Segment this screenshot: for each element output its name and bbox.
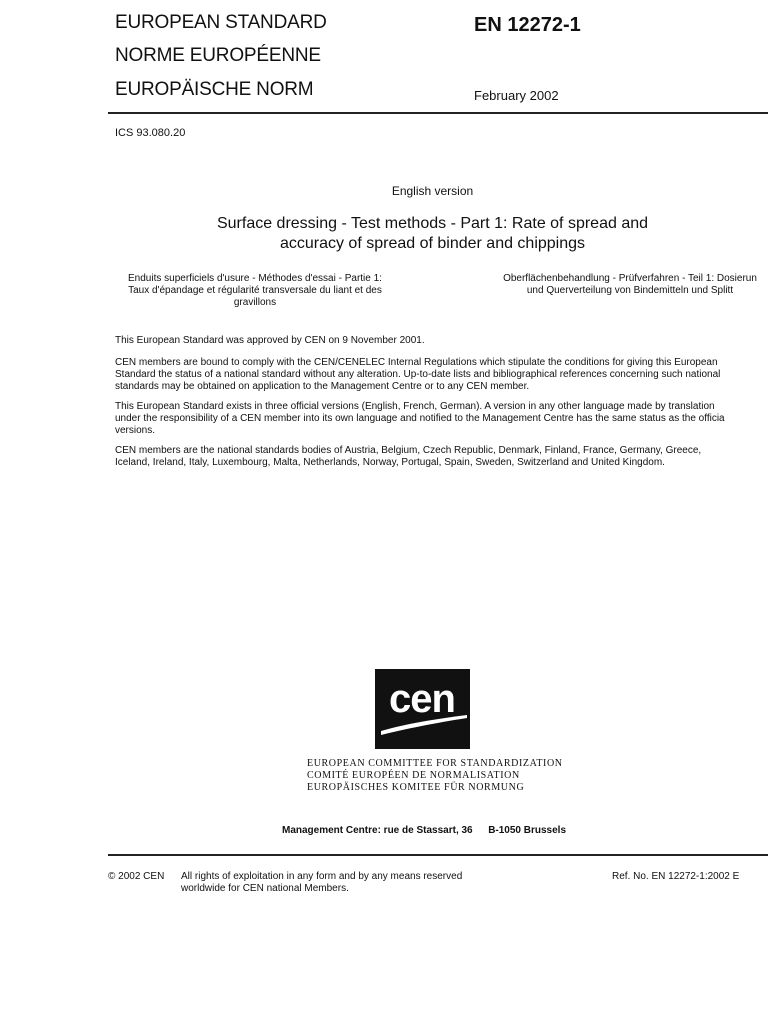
compliance-line-2: Standard the status of a national standard without any alteration. Up-to-date lists and bibliographical references concerning such national — [115, 369, 721, 380]
committee-german: EUROPÄISCHES KOMITEE FÜR NORMUNG — [307, 782, 525, 793]
ics-code: ICS 93.080.20 — [115, 127, 186, 139]
publication-date: February 2002 — [474, 88, 559, 103]
french-title-line-2: Taux d'épandage et régularité transversale du liant et des — [128, 285, 382, 296]
title-german: EUROPÄISCHE NORM — [115, 79, 314, 100]
versions-line-2: under the responsibility of a CEN member into its own language and notified to the Management Centre has the same status as the officia — [115, 413, 725, 424]
copyright: © 2002 CEN — [108, 871, 165, 882]
versions-paragraph — [115, 401, 725, 437]
header-rule — [108, 112, 768, 114]
committee-english: EUROPEAN COMMITTEE FOR STANDARDIZATION — [307, 758, 563, 769]
compliance-line-3: standards may be obtained on application to the Management Centre or to any CEN member. — [115, 381, 530, 392]
members-line-2: Iceland, Ireland, Italy, Luxembourg, Malta, Netherlands, Norway, Portugal, Spain, Sweden, Switzerland and United Kingdom. — [115, 457, 665, 468]
management-postcode: B-1050 Brussels — [488, 825, 567, 836]
document-title — [0, 214, 768, 254]
rights-statement — [181, 871, 462, 895]
rights-line-2: worldwide for CEN national Members. — [181, 883, 349, 894]
committee-names — [307, 758, 563, 794]
footer-rule — [108, 854, 768, 856]
management-address: Management Centre: rue de Stassart, 36 — [282, 825, 473, 836]
committee-french: COMITÉ EUROPÉEN DE NORMALISATION — [307, 770, 520, 781]
versions-line-1: This European Standard exists in three official versions (English, French, German). A version in any other language made by translation — [115, 401, 715, 412]
standard-number: EN 12272-1 — [474, 14, 581, 36]
title-english: EUROPEAN STANDARD — [115, 12, 327, 33]
rights-line-1: All rights of exploitation in any form and by any means reserved — [181, 871, 463, 882]
french-title-line-1: Enduits superficiels d'usure - Méthodes d'essai - Partie 1: — [128, 273, 382, 284]
french-title-line-3: gravillons — [233, 297, 277, 308]
versions-line-3: versions. — [115, 425, 156, 436]
german-title-line-2: und Querverteilung von Bindemitteln und Splitt — [526, 285, 734, 296]
title-french: NORME EUROPÉENNE — [115, 45, 321, 66]
compliance-line-1: CEN members are bound to comply with the CEN/CENELEC Internal Regulations which stipulate the conditions for giving this European — [115, 357, 718, 368]
members-paragraph — [115, 445, 701, 469]
reference-number: Ref. No. EN 12272-1:2002 E — [612, 871, 740, 882]
french-title — [115, 273, 395, 309]
approval-paragraph: This European Standard was approved by CEN on 9 November 2001. — [115, 335, 425, 346]
german-title-line-1: Oberflächenbehandlung - Prüfverfahren - Teil 1: Dosierun — [503, 273, 757, 284]
cen-logo-text: cen — [389, 677, 455, 721]
german-title — [470, 273, 768, 297]
management-centre — [282, 825, 566, 836]
cen-logo — [375, 669, 470, 749]
version-label: English version — [391, 184, 474, 198]
title-line-1: Surface dressing - Test methods - Part 1: Rate of spread and — [216, 215, 649, 232]
compliance-paragraph — [115, 357, 720, 393]
members-line-1: CEN members are the national standards bodies of Austria, Belgium, Czech Republic, Denmark, Finland, France, Germany, Greece, — [115, 445, 702, 456]
title-line-2: accuracy of spread of binder and chippings — [279, 235, 586, 252]
